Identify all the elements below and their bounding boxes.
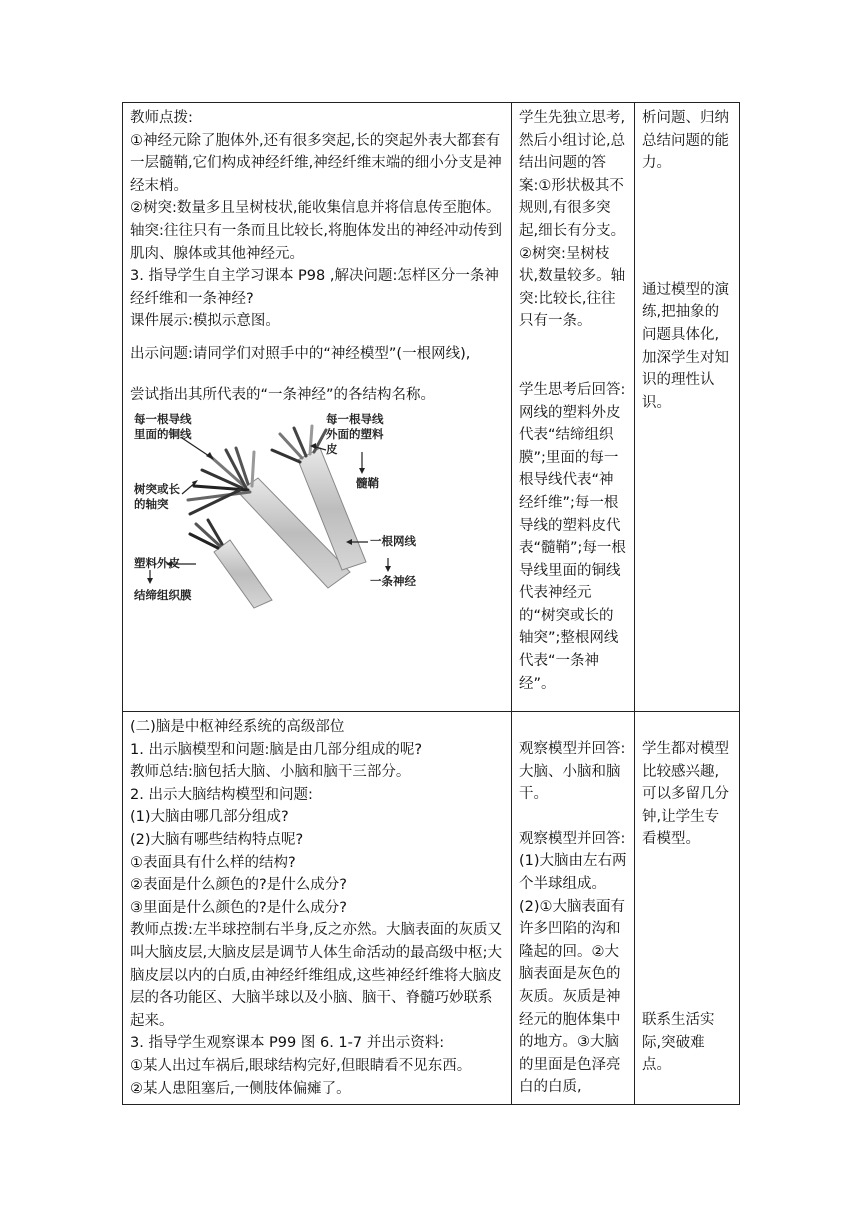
label-plastic-skin: 每一根导线外面的塑料皮 [326,412,384,457]
paragraph: ③里面是什么颜色的?是什么成分? [130,899,347,916]
paragraph: 课件展示:模拟示意图。 [130,313,280,330]
paragraph: 尝试指出其所代表的“一条神经”的各结构名称。 [130,386,436,403]
paragraph: 3. 指导学生自主学习课本 P98 ,解决问题:怎样区分一条神经纤维和一条神经? [130,268,499,307]
section-heading: (二)脑是中枢神经系统的高级部位 [130,719,345,735]
paragraph: ①表面具有什么样的结构? [130,854,296,871]
paragraph: (2)大脑有哪些结构特点呢? [130,831,304,848]
paragraph: ②树突:数量多且呈树枝状,能收集信息并将信息传至胞体。轴突:往往只有一条而且比较长,将胞体发出的神经冲动传到肌肉、腺体或其他神经元。 [130,200,502,262]
paragraph: 析问题、归纳总结问题的能力。 [642,110,729,172]
table-row [123,103,740,712]
paragraph: 教师点拨:左半球控制右半身,反之亦然。大脑表面的灰质又叫大脑皮层,大脑皮层是调节人体生命活动的最高级中枢;大脑皮层以内的白质,由神经纤维组成,这些神经纤维将大脑皮层的各功能区、大脑半球以及小脑、脑干、脊髓巧妙联系起来。 [130,922,502,1029]
inner-wires-small [190,520,222,548]
paragraph: 学生都对模型比较感兴趣,可以多留几分钟,让学生专看模型。 [642,741,729,848]
label-connective-tissue: 结缔组织膜 [134,588,192,603]
paragraph: ①神经元除了胞体外,还有很多突起,长的突起外表大都套有一层髓鞘,它们构成神经纤维,神经纤维末端的细小分支是神经末梢。 [130,132,502,194]
paragraph: 通过模型的演练,把抽象的问题具体化,加深学生对知识的理性认识。 [642,281,729,411]
teacher-activity-cell [123,103,512,712]
design-intent-cell [635,712,740,1105]
paragraph: ①某人出过车祸后,眼球结构完好,但眼睛看不见东西。 [130,1057,472,1074]
paragraph: ②某人患阻塞后,一侧肢体偏瘫了。 [130,1080,351,1097]
design-intent-cell [635,103,740,712]
paragraph: 观察模型并回答:大脑、小脑和脑干。 [519,741,626,803]
paragraph: 学生思考后回答: [519,381,626,398]
table-row [123,712,740,1105]
paragraph: 1. 出示脑模型和问题:脑是由几部分组成的呢? [130,741,423,758]
label-dendrite: 树突或长的轴突 [134,482,180,512]
paragraph: 2. 出示大脑结构模型和问题: [130,786,313,803]
paragraph: 联系生活实际,突破难点。 [642,1011,715,1074]
paragraph: 3. 指导学生观察课本 P99 图 6. 1-7 并出示资料: [130,1035,445,1052]
paragraph: 教师总结:脑包括大脑、小脑和脑干三部分。 [130,764,411,781]
student-activity-cell [512,103,635,712]
label-myelin: 髓鞘 [356,476,379,491]
label-network-cable: 一根网线 [370,534,416,549]
student-activity-cell [512,712,635,1105]
paragraph: 网线的塑料外皮代表“结缔组织膜”;里面的每一根导线代表“神经纤维”;每一根导线的塑料皮代表“髓鞘”;每一根导线里面的铜线代表神经元的“树突或长的轴突”;整根网线代表“一条神经”。 [519,404,626,692]
label-one-nerve: 一条神经 [370,574,416,589]
label-copper-wire: 每一根导线里面的铜线 [134,412,192,442]
paragraph: 学生先独立思考,然后小组讨论,总结出问题的答案:①形状极其不规则,有很多突起,细长有分支。②树突:呈树枝状,数量较多。轴突:比较长,往往只有一条。 [519,110,626,330]
lesson-plan-table [122,102,740,1105]
label-outer-sheath: 塑料外皮 [134,556,180,571]
paragraph: 教师点拨: [130,110,193,126]
network-cable-nerve-model-figure [130,412,430,612]
paragraph: 出示问题:请同学们对照手中的“神经模型”(一根网线), [130,345,471,362]
paragraph: (1)大脑由哪几部分组成? [130,809,289,826]
paragraph: 观察模型并回答:(1)大脑由左右两个半球组成。(2)①大脑表面有许多凹陷的沟和隆起的回。②大脑表面是灰色的灰质。灰质是神经元的胞体集中的地方。③大脑的里面是色泽亮白的白质, [519,830,627,1096]
teacher-activity-cell [123,712,512,1105]
paragraph: ②表面是什么颜色的?是什么成分? [130,877,347,894]
inner-wires-left [188,448,254,514]
